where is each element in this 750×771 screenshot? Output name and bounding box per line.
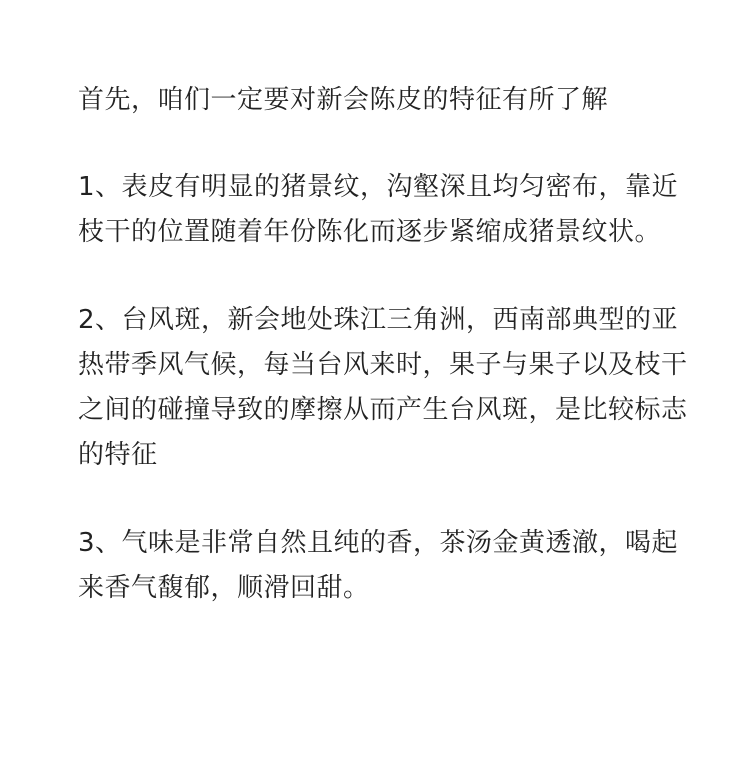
point-paragraph-2: 2、台风斑，新会地处珠江三角洲，西南部典型的亚热带季风气候，每当台风来时，果子与果子以及枝干之间的碰撞导致的摩擦从而产生台风斑，是比较标志的特征 [78,305,688,470]
point-paragraph-1: 1、表皮有明显的猪景纹，沟壑深且均匀密布，靠近枝干的位置随着年份陈化而逐步紧缩成猪景纹状。 [78,172,679,247]
article-body [78,78,698,654]
point-paragraph-3: 3、气味是非常自然且纯的香，茶汤金黄透澈，喝起来香气馥郁，顺滑回甜。 [78,528,679,603]
intro-paragraph: 首先，咱们一定要对新会陈皮的特征有所了解 [78,85,609,115]
